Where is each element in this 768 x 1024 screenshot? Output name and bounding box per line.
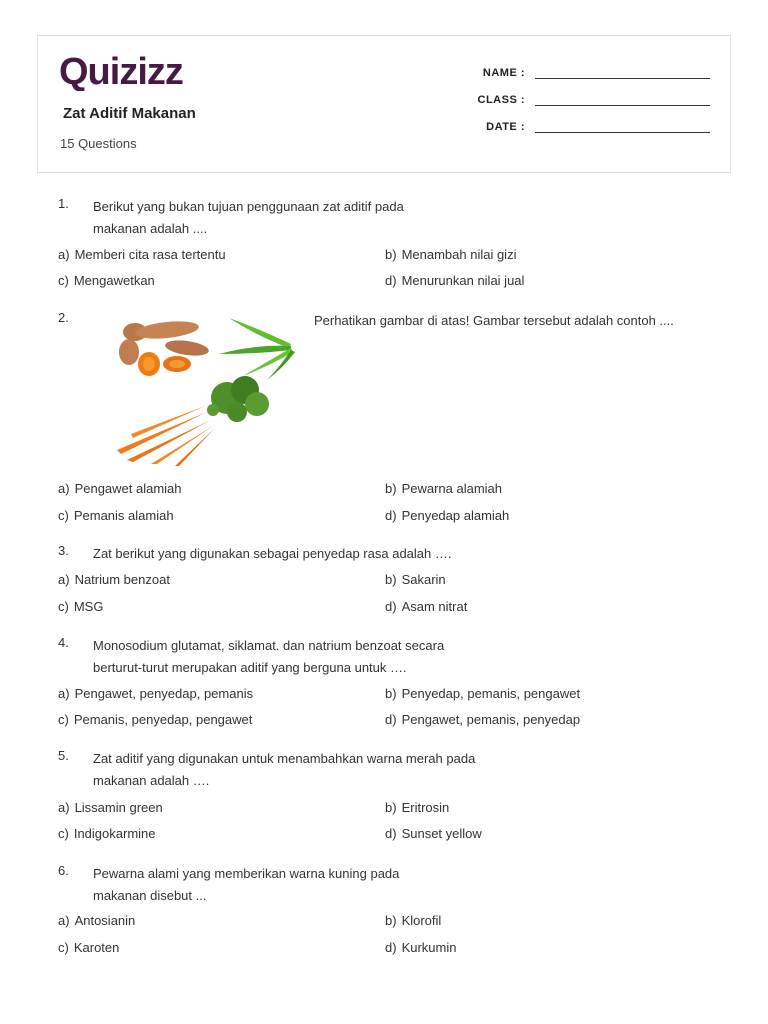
- option-letter: d): [385, 940, 397, 955]
- option-text: Sunset yellow: [401, 826, 482, 841]
- option-letter: b): [385, 247, 397, 262]
- q2-option-b[interactable]: [385, 481, 502, 496]
- pandan-leaf-icon: [219, 318, 295, 380]
- q3-option-a[interactable]: [58, 572, 170, 587]
- option-text: Antosianin: [74, 913, 136, 928]
- option-text: Klorofil: [401, 913, 442, 928]
- question-number: 3.: [58, 543, 69, 558]
- option-letter: b): [385, 800, 397, 815]
- question-text: Berikut yang bukan tujuan penggunaan zat aditif pada makanan adalah ....: [93, 199, 404, 236]
- option-text: Memberi cita rasa tertentu: [74, 247, 226, 262]
- option-letter: d): [385, 508, 397, 523]
- option-letter: d): [385, 826, 397, 841]
- option-text: Eritrosin: [401, 800, 450, 815]
- q3-option-c[interactable]: [58, 599, 103, 614]
- q5-option-d[interactable]: [385, 826, 482, 841]
- date-field[interactable]: [477, 120, 710, 133]
- question-count: 15 Questions: [60, 136, 137, 151]
- option-text: MSG: [73, 599, 104, 614]
- option-text: Pengawet, penyedap, pemanis: [74, 686, 254, 701]
- q1-option-c[interactable]: [58, 273, 155, 288]
- option-text: Pewarna alamiah: [401, 481, 503, 496]
- q3-option-d[interactable]: [385, 599, 467, 614]
- option-letter: b): [385, 572, 397, 587]
- question-text: Zat berikut yang digunakan sebagai penyedap rasa adalah ….: [93, 546, 452, 561]
- option-letter: a): [58, 481, 70, 496]
- option-letter: a): [58, 247, 70, 262]
- svg-text:Quizizz: Quizizz: [59, 51, 183, 91]
- option-text: Indigokarmine: [73, 826, 156, 841]
- question-number: 5.: [58, 748, 69, 763]
- question-number: 4.: [58, 635, 69, 650]
- option-letter: c): [58, 940, 69, 955]
- class-field[interactable]: [477, 93, 710, 106]
- name-field[interactable]: [477, 66, 710, 79]
- option-text: Asam nitrat: [401, 599, 468, 614]
- option-letter: c): [58, 599, 69, 614]
- option-letter: a): [58, 800, 70, 815]
- option-text: Sakarin: [401, 572, 446, 587]
- option-letter: b): [385, 481, 397, 496]
- question-number: 1.: [58, 196, 69, 211]
- option-text: Kurkumin: [401, 940, 457, 955]
- option-text: Pemanis, penyedap, pengawet: [73, 712, 253, 727]
- carrot-icon: [117, 376, 269, 466]
- option-letter: d): [385, 712, 397, 727]
- question-text: Pewarna alami yang memberikan warna kuning pada makanan disebut ...: [93, 866, 400, 903]
- option-text: Penyedap alamiah: [401, 508, 510, 523]
- q5-option-b[interactable]: [385, 800, 449, 815]
- option-text: Lissamin green: [74, 800, 163, 815]
- q1-option-a[interactable]: [58, 247, 226, 262]
- date-line[interactable]: [535, 120, 710, 133]
- option-letter: a): [58, 572, 70, 587]
- option-text: Menambah nilai gizi: [401, 247, 517, 262]
- option-text: Menurunkan nilai jual: [401, 273, 525, 288]
- class-line[interactable]: [535, 93, 710, 106]
- q4-option-d[interactable]: [385, 712, 580, 727]
- q5-option-a[interactable]: [58, 800, 163, 815]
- quiz-title: Zat Aditif Makanan: [63, 105, 196, 122]
- option-letter: a): [58, 686, 70, 701]
- q4-option-b[interactable]: [385, 686, 580, 701]
- option-letter: d): [385, 273, 397, 288]
- q3-option-b[interactable]: [385, 572, 446, 587]
- name-label: NAME :: [482, 67, 525, 79]
- option-letter: b): [385, 686, 397, 701]
- option-letter: c): [58, 273, 69, 288]
- q2-option-d[interactable]: [385, 508, 509, 523]
- question-text: Monosodium glutamat, siklamat. dan natrium benzoat secara berturut-turut merupakan aditif yang berguna untuk ….: [93, 638, 445, 675]
- option-letter: d): [385, 599, 397, 614]
- option-letter: a): [58, 913, 70, 928]
- option-letter: c): [58, 826, 69, 841]
- question-text: Zat aditif yang digunakan untuk menambahkan warna merah pada makanan adalah ….: [93, 751, 476, 788]
- q2-option-a[interactable]: [58, 481, 182, 496]
- turmeric-icon: [119, 319, 210, 376]
- q5-option-c[interactable]: [58, 826, 156, 841]
- option-letter: c): [58, 508, 69, 523]
- q6-option-c[interactable]: [58, 940, 119, 955]
- option-letter: b): [385, 913, 397, 928]
- q1-option-d[interactable]: [385, 273, 524, 288]
- q6-option-a[interactable]: [58, 913, 135, 928]
- question-text: Perhatikan gambar di atas! Gambar tersebut adalah contoh ....: [314, 313, 674, 328]
- quizizz-logo: [59, 51, 231, 96]
- option-letter: c): [58, 712, 69, 727]
- date-label: DATE :: [486, 121, 525, 133]
- option-text: Pemanis alamiah: [73, 508, 174, 523]
- option-text: Pengawet alamiah: [74, 481, 182, 496]
- q4-option-c[interactable]: [58, 712, 252, 727]
- option-text: Natrium benzoat: [74, 572, 170, 587]
- q4-option-a[interactable]: [58, 686, 253, 701]
- q1-option-b[interactable]: [385, 247, 516, 262]
- worksheet-header: [37, 35, 731, 173]
- q2-option-c[interactable]: [58, 508, 174, 523]
- option-text: Karoten: [73, 940, 120, 955]
- name-line[interactable]: [535, 66, 710, 79]
- option-text: Penyedap, pemanis, pengawet: [401, 686, 581, 701]
- option-text: Pengawet, pemanis, penyedap: [401, 712, 581, 727]
- spices-image: [107, 310, 299, 466]
- q6-option-b[interactable]: [385, 913, 441, 928]
- option-text: Mengawetkan: [73, 273, 155, 288]
- class-label: CLASS :: [477, 94, 525, 106]
- question-number: 6.: [58, 863, 69, 878]
- q6-option-d[interactable]: [385, 940, 456, 955]
- question-number: 2.: [58, 310, 69, 325]
